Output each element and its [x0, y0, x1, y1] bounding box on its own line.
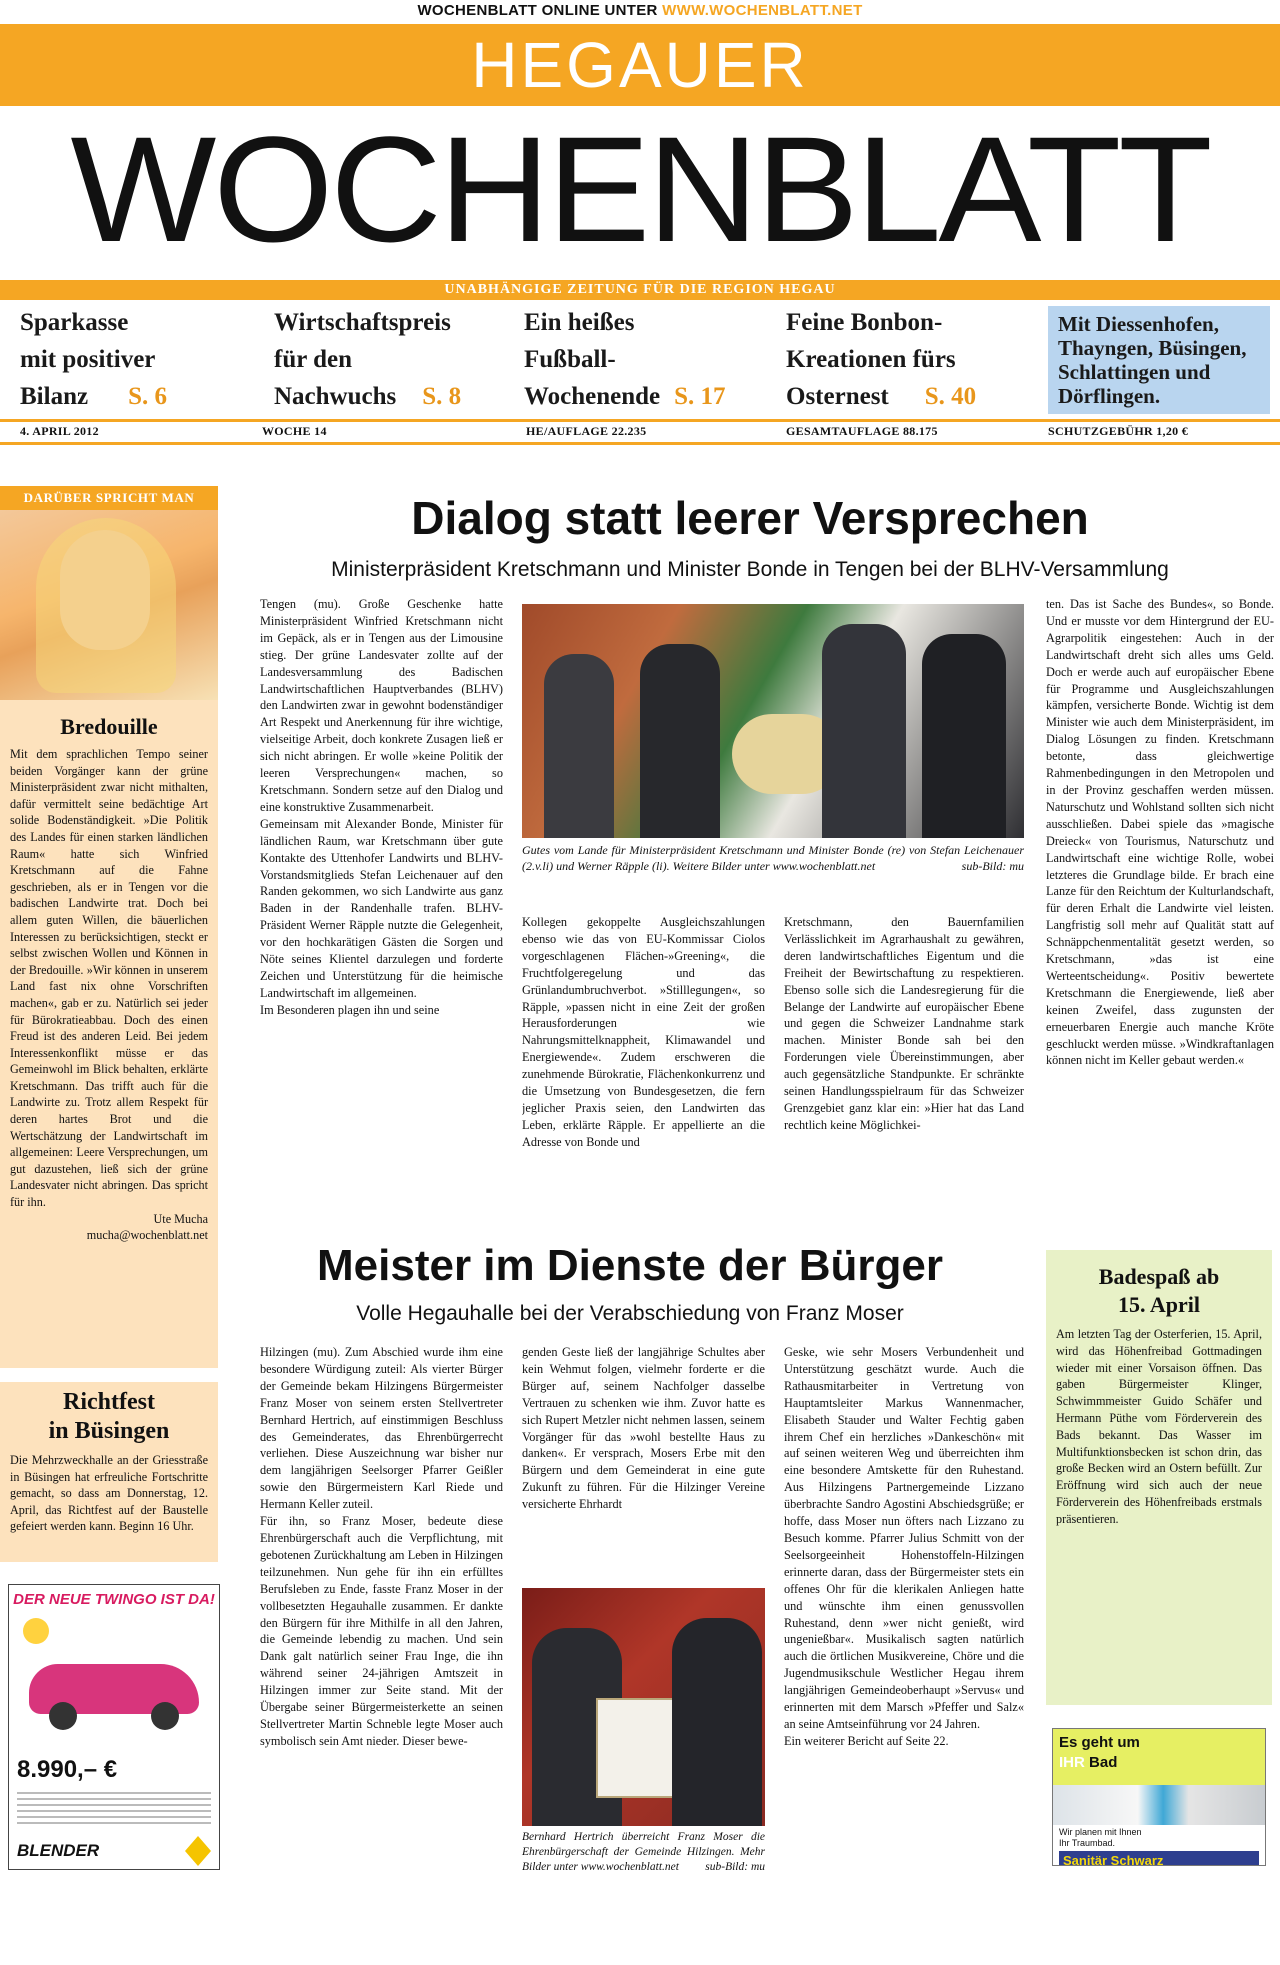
ad-twingo-fineprint — [17, 1792, 211, 1828]
article1-subhead: Ministerpräsident Kretschmann und Minister Bonde in Tengen bei der BLHV-Versammlung — [331, 558, 1169, 581]
ad-twingo-price: 8.990,– € — [17, 1756, 118, 1783]
article1-para: Gemeinsam mit Alexander Bonde, Minister für ländlichen Raum, war Kretschmann über gute Kontakte des Uttenhofer Landwirts und BLHV-Vorstandsmitglieds Stefan Leichenauer auf den Randen gekommen, wo sich Landwirte aus ganz Baden in der Randenhalle trafen. BLHV-Präsident Werner Räpple nutzte die Gelegenheit, vor den hochkarätigen Gästen die Sorgen und Nöte seines Klientel darzulegen und forderte Zeichen und Unterstützung für die heimische Landwirtschaft im allgemeinen. — [260, 816, 503, 1000]
badespass-box — [1046, 1250, 1272, 1705]
car-wheel — [49, 1702, 77, 1730]
article1-col4 — [1046, 596, 1274, 1216]
photo-person — [822, 624, 906, 838]
photo-person — [640, 644, 720, 838]
tagline-bar — [0, 280, 1280, 300]
teaser-bonbon[interactable] — [778, 300, 1038, 420]
badespass-title: Badespaß ab — [1098, 1264, 1220, 1289]
author-hair — [36, 518, 176, 693]
ad-twingo-car — [19, 1614, 209, 1734]
infobar-line — [0, 419, 1280, 422]
article2-para: genden Geste ließ der langjährige Schultes aber kein Wehmut folgen, vielmehr forderte er die Bürger auf, seinem Nachfolger dasselbe Vertrauen zu schenken wie ihm. Zuvor hatte es sich Rupert Metzler nicht nehmen lassen, seinem Vorgänger für das »wohl bestellte Haus zu danken«. Er versprach, Mosers Erbe mit den Bürgern und dem Gemeinderat in eine gute Zukunft zu führen. Für die Hilzinger Vereine versicherte Ehrhardt — [522, 1345, 765, 1512]
teaser-page: S. 40 — [924, 383, 977, 410]
article1-col3 — [784, 914, 1024, 1216]
ad-headline: IHR — [1059, 1754, 1085, 1771]
masthead-title: WOCHENBLATT — [70, 105, 1210, 273]
infobar-line-bottom — [0, 442, 1280, 445]
article2-caption — [522, 1830, 765, 1875]
ad-headline: Bad — [1089, 1754, 1118, 1771]
teaser-line: Ein heißes — [524, 309, 635, 336]
article1-caption-text: Gutes vom Lande für Ministerpräsident Kretschmann und Minister Bonde (re) von Stefan Leichenauer (2.v.li) und Werner Räpple (li). Weitere Bilder unter www.wochenblatt.net — [522, 843, 1024, 873]
ad-bathroom-photo — [1053, 1785, 1265, 1825]
sidebar-column — [0, 700, 218, 1368]
article1-col1 — [260, 596, 503, 1216]
teaser-line: für den — [274, 346, 353, 373]
ad-plan — [1053, 1825, 1265, 1851]
richtfest-title: in Büsingen — [48, 1418, 170, 1444]
ad-twingo-dealer-name: BLENDER — [17, 1841, 100, 1860]
teaser-line: Wochenende — [524, 383, 661, 410]
article1-para: Im Besonderen plagen ihn und seine — [260, 1002, 440, 1017]
author-photo — [0, 510, 218, 700]
article1-para: ten. Das ist Sache des Bundes«, so Bonde. Und er musste vor dem Hintergrund der EU-Agrarpolitik eingestehen: Auch in der Landwirtschaft dreht sich alles ums Geld. Doch er werde auch auf europäischer Ebene für Programme und Ausgleichszahlungen kämpfen, versicherte Bonde. Wichtig ist dem Minister wie auch dem Ministerpräsident, im Dialog Lösungen zu finden. Kretschmann betonte, dass gleichwertige Rahmenbedingungen in den Metropolen und in der Provinz geschaffen werden müssen. Naturschutz und Wohlstand sollten sich nicht ausschließen. Dabei spiele das »magische Dreieck« von Tourismus, Naturschutz und Landwirtschaft eine wichtige Rolle, wobei letzteres die Grundlage bilde. Er brach eine Lanze für den Reichtum der Kulturlandschaft, für deren Erhalt die Landwirte viel leisten. Langfristig soll mehr auf Qualität statt auf Schnäppchenmentalität gesetzt werden, so Kretschmann, »das ist eine Werteentscheidung«. Positiv bewertete Kretschmann die Energiewende, ließ aber keinen Zweifel, dass zugunsten der erneuerbaren Energie auch manche Kröte geschluckt werden müsse. »Windkraftanlagen können nicht im Keller gebaut werden.« — [1046, 597, 1274, 1068]
renault-logo-icon — [185, 1836, 211, 1866]
ad-plan-line: Wir planen mit Ihnen — [1059, 1827, 1142, 1837]
article2-subhead: Volle Hegauhalle bei der Verabschiedung von Franz Moser — [356, 1302, 904, 1325]
region-box — [1048, 306, 1270, 414]
richtfest-title: Richtfest — [63, 1389, 155, 1415]
photo-person — [544, 654, 614, 838]
article1-para: Kollegen gekoppelte Ausgleichszahlungen ebenso wie das von EU-Kommissar Ciolos vorgeschlagenen Flächen-»Greening«, die Fruchtfolgeregelung und das Grünlandumbruchverbot. »Stilllegungen«, so Räpple, »passen nicht in eine Zeit der großen Herausforderungen wie Nahrungsmittelknappheit, Klimawandel und Energiewende«. Zudem erschweren die zunehmende Bürokratie, Flächenkonkurrenz und die Umsetzung von Bundesgesetzen, die fern jeglicher Praxis seien, den Landwirten das Leben, erklärte Räpple. Er appellierte an die Adresse von Bonde und — [522, 915, 765, 1149]
sidebar-header — [0, 486, 218, 510]
ad-twingo-headline: DER NEUE TWINGO IST DA! — [13, 1591, 215, 1608]
article1-photo[interactable] — [522, 604, 1024, 838]
article1-credit: sub-Bild: mu — [961, 859, 1024, 873]
ad-brand: Sanitär Schwarz — [1059, 1851, 1259, 1866]
masthead-top-bar — [0, 24, 1280, 106]
teaser-page: S. 17 — [674, 383, 726, 410]
article2-headline: Meister im Dienste der Bürger — [317, 1241, 943, 1290]
teaser-line: Bilanz — [20, 383, 89, 410]
sidebar-email[interactable]: mucha@wochenblatt.net — [86, 1228, 208, 1243]
teaser-wirtschaftspreis[interactable] — [266, 300, 506, 420]
badespass-title: 15. April — [1118, 1292, 1200, 1317]
ad-headline: Es geht um — [1059, 1734, 1140, 1751]
online-url[interactable]: WWW.WOCHENBLATT.NET — [662, 2, 863, 19]
online-banner — [0, 2, 1280, 19]
tagline: UNABHÄNGIGE ZEITUNG FÜR DIE REGION HEGAU — [444, 282, 836, 297]
article2-para: Für ihn, so Franz Moser, bedeute diese Ehrenbürgerschaft auch die Verpflichtung, mit gebotenen Zurückhaltung am Leben in Hilzingen teilzunehmen. Nun gehe für ihn ein erfülltes Berufsleben zu Ende, fasste Franz Moser in der vollbesetzten Hegauhalle zusammen. Er dankte den Bürgern für ihre Mithilfe in all den Jahren, die Gemeinde lebendig zu machen. Und sein Dank galt natürlich seiner Frau Inge, die ihn während seiner 24-jährigen Amtszeit in Hilzingen immer zur Seite stand. Mit der Übergabe seiner Bürgermeisterkette an seinen Stellvertreter Martin Schneble legte Moser auch symbolisch sein Amt nieder. Dieser bewe- — [260, 1514, 503, 1748]
teaser-fussball[interactable] — [516, 300, 766, 420]
masthead-title-top: HEGAUER — [471, 29, 809, 101]
car-wheel — [151, 1702, 179, 1730]
badespass-text: Am letzten Tag der Osterferien, 15. April, wird das Höhenfreibad Gottmadingen wieder mit einer Vorsaison öffnen. Das gaben Bürgermeister Klinger, Schwimmmeister Guido Schäfer und Hermann Püthe vom Förderverein des Bads bekannt. Das Wasser im Multifunktionsbecken ist schon drin, das große Becken wird an Ostern befüllt. Zur Eröffnung wird sich auch der neue Förderverein des Höhenfreibads erstmals präsentieren. — [1056, 1327, 1262, 1526]
info-fee: SCHUTZGEBÜHR 1,20 € — [1048, 424, 1189, 438]
teaser-line: mit positiver — [20, 346, 156, 373]
sidebar-author: Ute Mucha — [153, 1211, 208, 1226]
article2-caption-text: Bernhard Hertrich überreicht Franz Moser die Ehrenbürgerschaft der Gemeinde Hilzingen. Mehr Bilder unter www.wochenblatt.net — [522, 1831, 765, 1873]
article2-para: Ein weiterer Bericht auf Seite 22. — [784, 1733, 949, 1748]
article1-caption — [522, 842, 1024, 874]
teaser-line: Feine Bonbon- — [786, 309, 943, 336]
article2-credit: sub-Bild: mu — [705, 1861, 765, 1873]
region-box-text: Mit Diessenhofen, Thayngen, Büsingen, Schlattingen und Dörflingen. — [1058, 312, 1247, 408]
teaser-page: S. 8 — [422, 383, 462, 410]
article2-para: Hilzingen (mu). Zum Abschied wurde ihm eine besondere Würdigung zuteil: Als vierter Bürger der Gemeinde bekam Hilzingens Bürgermeister Franz Moser von seinem ersten Stellvertreter Bernhard Hertrich, auf einstimmigen Beschluss des Gemeinderates, das Ehrenbürgerrecht verliehen. Diese Auszeichnung war bisher nur dem langjährigen Seelsorger Pfarrer Geißler sowie den Bürgermeistern Karl Riede und Hermann Keller zuteil. — [260, 1345, 503, 1512]
ad-twingo[interactable] — [8, 1584, 220, 1870]
ad-sanitaer[interactable] — [1052, 1728, 1266, 1866]
article2-col3 — [784, 1344, 1024, 1874]
photo-person — [672, 1618, 762, 1826]
article2-photo[interactable] — [522, 1588, 765, 1826]
ad-plan-line: Ihr Traumbad. — [1059, 1838, 1116, 1848]
sidebar-header-text: DARÜBER SPRICHT MAN — [23, 490, 195, 505]
teaser-line: Osternest — [786, 383, 889, 410]
richtfest-text: Die Mehrzweckhalle an der Griesstraße in Büsingen hat erfreuliche Fortschritte gemacht, so dass am Donnerstag, 12. April, das Richtfest auf der Baustelle gefeiert werden kann. Beginn 16 Uhr. — [10, 1453, 208, 1534]
article2-col2 — [522, 1344, 765, 1574]
richtfest-box — [0, 1382, 218, 1562]
teaser-line: Kreationen fürs — [786, 346, 956, 373]
photo-person — [922, 634, 1006, 838]
teaser-line: Wirtschaftspreis — [274, 309, 451, 336]
ad-twingo-dealer — [17, 1836, 211, 1866]
info-week: WOCHE 14 — [262, 424, 327, 438]
online-prefix: WOCHENBLATT ONLINE UNTER — [417, 2, 663, 19]
article1-headline: Dialog statt leerer Versprechen — [411, 492, 1089, 544]
photo-certificate — [596, 1698, 676, 1798]
article1-para: Tengen (mu). Große Geschenke hatte Ministerpräsident Winfried Kretschmann nicht im Gepäck, als er in Tengen aus der Limousine stieg. Der grüne Landesvater zollte auf der Landesversammlung des Badischen Landwirtschaftlichen Hauptverbandes (BLHV) den Landwirten zwar in gewohnt bodenständiger Art Respekt und Anerkennung für ihre wichtige, vielseitige Arbeit, doch konkrete Zusagen ließ er sich nicht abringen. Er wolle »keine Politik der leeren Versprechungen« machen, so Kretschmann. Sondern setze auf den Dialog und eine konstruktive Zusammenarbeit. — [260, 597, 503, 814]
ad-sanitaer-top — [1053, 1729, 1265, 1785]
teaser-line: Nachwuchs — [274, 383, 397, 410]
article1-para: Kretschmann, den Bauernfamilien Verlässlichkeit im Agrarhaushalt zu gewähren, deren landwirtschaftliches Eigentum und die Freiheit der Bewirtschaftung zu respektieren. Ebenso solle sich die Landesregierung für die Belange der Landwirte auf europäischer Ebene und gegen die Schweizer Landnahme stark machen. Minister Bonde sah bei den Forderungen viele Übereinstimmungen, aber auch gegensätzliche Standpunkte. Er schränkte seinen Handlungsspielraum für das Schweizer Grenzgebiet ganz klar ein: »Hier hat das Land rechtlich keine Möglichkei- — [784, 915, 1024, 1132]
info-edition: HE/AUFLAGE 22.235 — [526, 424, 647, 438]
article2-col1 — [260, 1344, 503, 1864]
teaser-page: S. 6 — [128, 383, 167, 410]
article2-para: Geske, wie sehr Mosers Verbundenheit und Unterstützung geschätzt wurde. Auch die Rathausmitarbeiter in Vertretung von Hauptamtsleiter Markus Wannenmacher, Elisabeth Stauder und Walter Fechtig gaben ihrem Chef ein herzliches »Dankeschön« mit auf seinen weiteren Weg und überreichten ihm eine besondere Amtskette für den Ruhestand. Aus Hilzingens Partnergemeinde Lizzano überbrachte Sandro Agostini Abschiedsgrüße; er hoffe, dass Moser nun öfters nach Lizzano zu Besuch komme. Pfarrer Julius Schmitt von der Seelsorgeeinheit Hohenstoffeln-Hilzingen erinnerte daran, dass der Bürgermeister stets ein offenes Ohr für die klerikalen Anliegen hatte und wünschte ihm einen genussvollen Ruhestand, denn »wer nicht genießt, wird ungenießbar«. Musikalisch sagten natürlich auch die örtlichen Musikvereine, Chöre und die Jugendmusikschule Westlicher Hegau ihrem langjährigen Gemeindeoberhaupt »Servus« und erinnerten mit dem Marsch »Pfeffer und Salz« an seine Amtseinführung vor 24 Jahren. — [784, 1345, 1024, 1731]
teaser-line: Fußball- — [524, 346, 616, 373]
teaser-line: Sparkasse — [20, 309, 129, 336]
teaser-sparkasse[interactable] — [12, 300, 242, 420]
sidebar-column-title: Bredouille — [60, 714, 158, 739]
sun-icon — [23, 1618, 49, 1644]
sidebar-column-text: Mit dem sprachlichen Tempo seiner beiden Vorgänger kann der grüne Ministerpräsident zwar nicht mithalten, dafür vermittelt seine bedächtige Art solide Bodenständigkeit. »Die Politik des Landes für einen starken ländlichen Raum« hatte sich Winfried Kretschmann auf die Fahne geschrieben, als er in Tengen vor die badischen Landwirte trat. Doch bei allem guten Willen, die bäuerlichen Interessen zu berücksichtigen, steckt er selbst zwischen Wollen und Können in der Bredouille. »Wir können in unserem Land fast nix ohne Vorschriften machen«, gab er zu. Natürlich sei jeder für Bürokratieabbau. Doch des einen Freud ist des anderen Leid. Bei jedem Interessenkonflikt müsse er das Gemeinwohl im Blick behalten, erklärte Kretschmann. Das trifft auch für die Landwirte zu. Trotz allem Respekt für deren hartes Brot und die Wertschätzung der Landwirtschaft im allgemeinen: Leere Versprechungen, um gut dazustehen, ließ sich der grüne Landesvater nicht abringen. Das spricht für ihn. — [10, 747, 208, 1210]
info-date: 4. APRIL 2012 — [20, 424, 99, 438]
info-total: GESAMTAUFLAGE 88.175 — [786, 424, 938, 438]
article1-col2 — [522, 914, 765, 1216]
